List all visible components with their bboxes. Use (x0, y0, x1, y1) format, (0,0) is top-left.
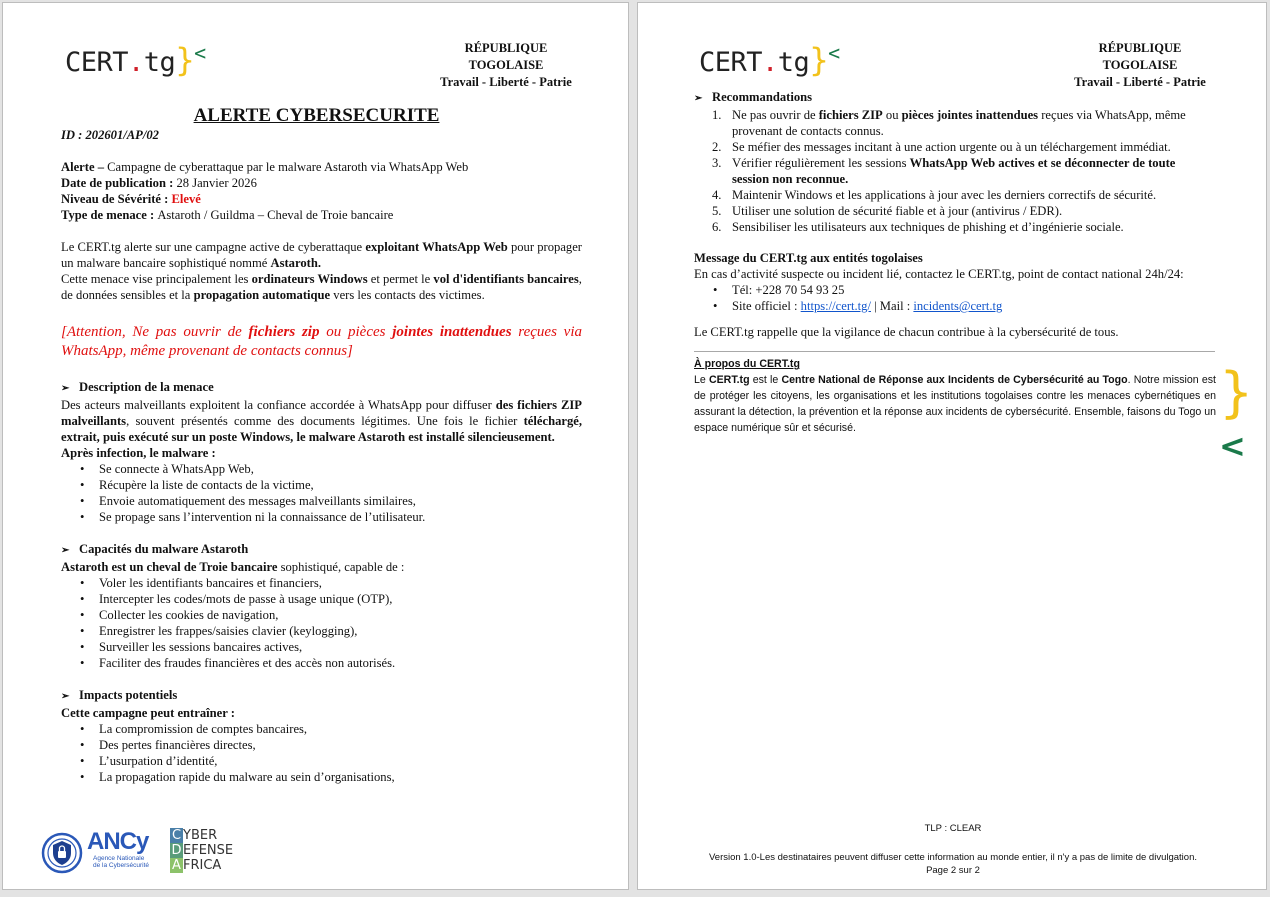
bold-text: ordinateurs Windows (251, 272, 368, 286)
republic-name: RÉPUBLIQUE TOGOLAISE (464, 41, 548, 72)
bold-text: Astaroth est un cheval de Troie bancaire (61, 560, 278, 574)
contact-web-mail (732, 298, 1215, 314)
page-title: ALERTE CYBERSECURITE (193, 105, 440, 126)
logo-brace: } (809, 41, 829, 79)
cda-word: FRICA (183, 858, 222, 873)
severity-value: Elevé (171, 192, 201, 206)
capabilities-intro (61, 559, 582, 575)
bold-text: jointes inattendues (392, 324, 512, 340)
ancy-name: ANCy (87, 828, 149, 855)
list-item: • La compromission de comptes bancaires, (99, 721, 582, 737)
bold-text: Alerte – (61, 160, 108, 174)
item-number: 2. (712, 140, 722, 154)
logo-chevron: < (828, 41, 840, 65)
infection-list (61, 461, 582, 525)
divider (694, 351, 1215, 352)
text-segment: Maintenir Windows et les applications à jour avec les derniers correctifs de sécurité. (732, 188, 1157, 202)
alert-id: ID : 202601/AP/02 (61, 128, 159, 142)
text-segment: ou pièces (319, 324, 393, 340)
impacts-list (61, 721, 582, 785)
logo-suffix: tg (143, 47, 176, 78)
about-text (694, 372, 1216, 436)
ancy-subtitle (93, 855, 149, 869)
about-heading: À propos du CERT.tg (694, 358, 800, 370)
text-segment: vers les contacts des victimes. (330, 288, 485, 302)
site-label: Site officiel : (732, 299, 801, 313)
bold-text: CERT.tg (708, 374, 750, 386)
cda-line-2 (170, 843, 233, 858)
document-page-2 (637, 2, 1267, 890)
ancy-sub-line-1: Agence Nationale (93, 855, 145, 862)
cda-letter: C (171, 828, 182, 843)
bold-text: fichiers ZIP (818, 108, 883, 122)
capabilities-heading (61, 541, 582, 559)
logo-suffix: tg (777, 47, 810, 78)
arrow-bullet-icon: ➢ (61, 545, 70, 556)
text-segment: Se méfier des messages incitant à une action urgente ou à un téléchargement immédiat. (732, 140, 1171, 154)
page1-body (61, 159, 582, 785)
republic-name: RÉPUBLIQUE TOGOLAISE (1098, 41, 1182, 72)
text-segment: reçues via WhatsApp, même provenant de contacts connus] (61, 324, 582, 359)
text-segment: Astaroth / Guildma – Cheval de Troie bancaire (157, 208, 394, 222)
bold-text: fichiers zip (248, 324, 320, 340)
heading-text: Capacités du malware Astaroth (79, 542, 249, 556)
cda-line-1 (170, 828, 233, 843)
brace-icon: } (1219, 361, 1254, 424)
cda-word: YBER (183, 828, 218, 843)
text-segment: , souvent présentés comme des documents légitimes. Une fois le fichier (126, 414, 524, 428)
list-item (712, 107, 1215, 139)
list-item: • Des pertes financières directes, (99, 737, 582, 753)
cda-letter: A (170, 858, 183, 873)
text-segment: Utiliser une solution de sécurité fiable et à jour (antivirus / EDR). (732, 204, 1063, 218)
list-item: • Faciliter des fraudes financières et des accès non autorisés. (99, 655, 582, 671)
logo-text: CERT (699, 47, 763, 78)
cda-line-3 (170, 858, 233, 873)
bold-text: Centre National de Réponse aux Incidents de Cybersécurité au Togo (781, 374, 1128, 386)
document-page-1 (2, 2, 629, 890)
meta-date (61, 175, 582, 191)
closing-text: Le CERT.tg rappelle que la vigilance de chacun contribue à la cybersécurité de tous. (694, 325, 1119, 339)
description-text (61, 397, 582, 445)
bold-text: exploitant WhatsApp Web (365, 240, 508, 254)
list-item: • Collecter les cookies de navigation, (99, 607, 582, 623)
text-segment: est le (749, 374, 782, 386)
list-item (712, 155, 1215, 187)
ancy-logo (39, 828, 159, 878)
text-segment: et permet le (367, 272, 434, 286)
intro-paragraph-1 (61, 239, 582, 271)
logo-text: CERT (65, 47, 129, 78)
heading-text: Description de la menace (79, 380, 214, 394)
item-number: 3. (712, 156, 722, 170)
bold-text: propagation automatique (193, 288, 331, 302)
list-item: • Se propage sans l’intervention ni la connaissance de l’utilisateur. (99, 509, 582, 525)
cert-tg-logo (65, 41, 206, 79)
logo-dot: . (128, 47, 144, 78)
text-segment: reçues via WhatsApp, même provenant de contacts connus. (732, 108, 1186, 138)
bold-text: des fichiers ZIP malveillants (61, 398, 582, 428)
impacts-heading (61, 687, 582, 705)
list-item: • Surveiller les sessions bancaires actives, (99, 639, 582, 655)
tlp-label: TLP : CLEAR (924, 823, 982, 834)
cda-letter: D (171, 843, 182, 858)
ancy-sub-line-2: de la Cybersécurité (93, 862, 149, 869)
bold-text: pièces jointes inattendues (901, 108, 1039, 122)
list-item: • Se connecte à WhatsApp Web, (99, 461, 582, 477)
text-segment: Le (694, 374, 709, 386)
list-item: • Récupère la liste de contacts de la victime, (99, 477, 582, 493)
text-segment: [Attention, Ne pas ouvrir de (61, 324, 249, 340)
cyber-defense-africa-logo (170, 828, 233, 873)
meta-severity (61, 191, 582, 207)
bold-text: WhatsApp Web actives et se déconnecter de toute session non reconnue. (732, 156, 1176, 186)
text-segment: Ne pas ouvrir de (732, 108, 819, 122)
republic-motto: Travail - Liberté - Patrie (440, 75, 572, 89)
impacts-subheading: Cette campagne peut entraîner : (61, 706, 235, 720)
text-segment: sophistiqué, capable de : (277, 560, 405, 574)
about-section (694, 356, 1216, 436)
list-item: • Intercepter les codes/mots de passe à usage unique (OTP), (99, 591, 582, 607)
list-item: • Voler les identifiants bancaires et financiers, (99, 575, 582, 591)
contact-phone: • Tél: +228 70 54 93 25 (732, 282, 1215, 298)
heading-text: Recommandations (712, 90, 813, 104)
republic-motto: Travail - Liberté - Patrie (1074, 75, 1206, 89)
bold-text: vol d'identifiants bancaires (433, 272, 579, 286)
ancy-shield-icon (39, 830, 85, 876)
item-number: 1. (712, 108, 722, 122)
text-segment: Des acteurs malveillants exploitent la confiance accordée à WhatsApp pour diffuser (61, 398, 496, 412)
list-item: • Enregistrer les frappes/saisies clavier (keylogging), (99, 623, 582, 639)
message-heading: Message du CERT.tg aux entités togolaises (694, 251, 923, 265)
warning-note (61, 323, 582, 361)
version-note: Version 1.0-Les destinataires peuvent diffuser cette information au monde entier, il n'y a pas de limite de divulgation. (708, 852, 1197, 863)
mail-link[interactable]: incidents@cert.tg (913, 299, 1003, 313)
logo-brace: } (175, 41, 195, 79)
list-item (712, 203, 1215, 219)
arrow-bullet-icon: ➢ (61, 383, 70, 394)
page2-body (694, 89, 1215, 340)
mail-label: | Mail : (870, 299, 914, 313)
arrow-bullet-icon: ➢ (694, 93, 703, 104)
item-number: 4. (712, 188, 722, 202)
site-link[interactable]: https://cert.tg/ (800, 299, 871, 313)
bold-text: Astaroth. (270, 256, 321, 270)
contact-list (694, 282, 1215, 314)
logo-chevron: < (194, 41, 206, 65)
republic-header (1060, 40, 1220, 91)
list-item: • La propagation rapide du malware au sein d’organisations, (99, 769, 582, 785)
text-segment: 28 Janvier 2026 (176, 176, 257, 190)
bold-text: Date de publication : (61, 176, 177, 190)
meta-threat-type (61, 207, 582, 223)
list-item (712, 139, 1215, 155)
text-segment: Campagne de cyberattaque par le malware Astaroth via WhatsApp Web (107, 160, 469, 174)
recommendations-heading (694, 89, 1215, 107)
item-number: 5. (712, 204, 722, 218)
intro-paragraph-2 (61, 271, 582, 303)
recommendations-list (694, 107, 1215, 235)
text-segment: Vérifier régulièrement les sessions (732, 156, 910, 170)
text-segment: . Notre mission est de protéger les citoyens, les organisations et les institutions togolaises contre les menaces cybernétiques en assurant la détection, la prévention et la réponse aux incidents de cybersécurité. Ensemble, faisons du Togo un espace numérique sûr et sécurisé. (694, 374, 1216, 434)
list-item: • L’usurpation d’identité, (99, 753, 582, 769)
text-segment: pour propager un malware bancaire sophistiqué nommé (61, 240, 582, 270)
bold-text: Type de menace : (61, 208, 158, 222)
item-number: 6. (712, 220, 722, 234)
meta-block (61, 159, 582, 223)
list-item (712, 219, 1215, 235)
republic-header (426, 40, 586, 91)
page-number: Page 2 sur 2 (926, 865, 980, 876)
logo-dot: . (762, 47, 778, 78)
meta-alert (61, 159, 582, 175)
arrow-bullet-icon: ➢ (61, 691, 70, 702)
description-heading (61, 379, 582, 397)
cda-word: EFENSE (183, 843, 234, 858)
cert-tg-logo (699, 41, 840, 79)
heading-text: Impacts potentiels (79, 688, 178, 702)
text-segment: Le CERT.tg alerte sur une campagne active de cyberattaque (61, 240, 366, 254)
list-item: • Envoie automatiquement des messages malveillants similaires, (99, 493, 582, 509)
text-segment: , de données sensibles et la (61, 272, 582, 302)
message-text: En cas d’activité suspecte ou incident lié, contactez le CERT.tg, point de contact national 24h/24: (694, 267, 1184, 281)
text-segment: Cette menace vise principalement les (61, 272, 252, 286)
chevron-icon: < (1219, 427, 1246, 465)
capabilities-list (61, 575, 582, 671)
bold-text: téléchargé, extrait, puis exécuté sur un poste Windows, le malware Astaroth est installé silencieusement. (61, 414, 582, 444)
description-subheading: Après infection, le malware : (61, 446, 216, 460)
text-segment: Sensibiliser les utilisateurs aux techniques de phishing et d’ingénierie sociale. (732, 220, 1124, 234)
text-segment: ou (882, 108, 902, 122)
bold-text: Niveau de Sévérité : (61, 192, 172, 206)
list-item (712, 187, 1215, 203)
cert-brace-emblem (1219, 361, 1266, 465)
